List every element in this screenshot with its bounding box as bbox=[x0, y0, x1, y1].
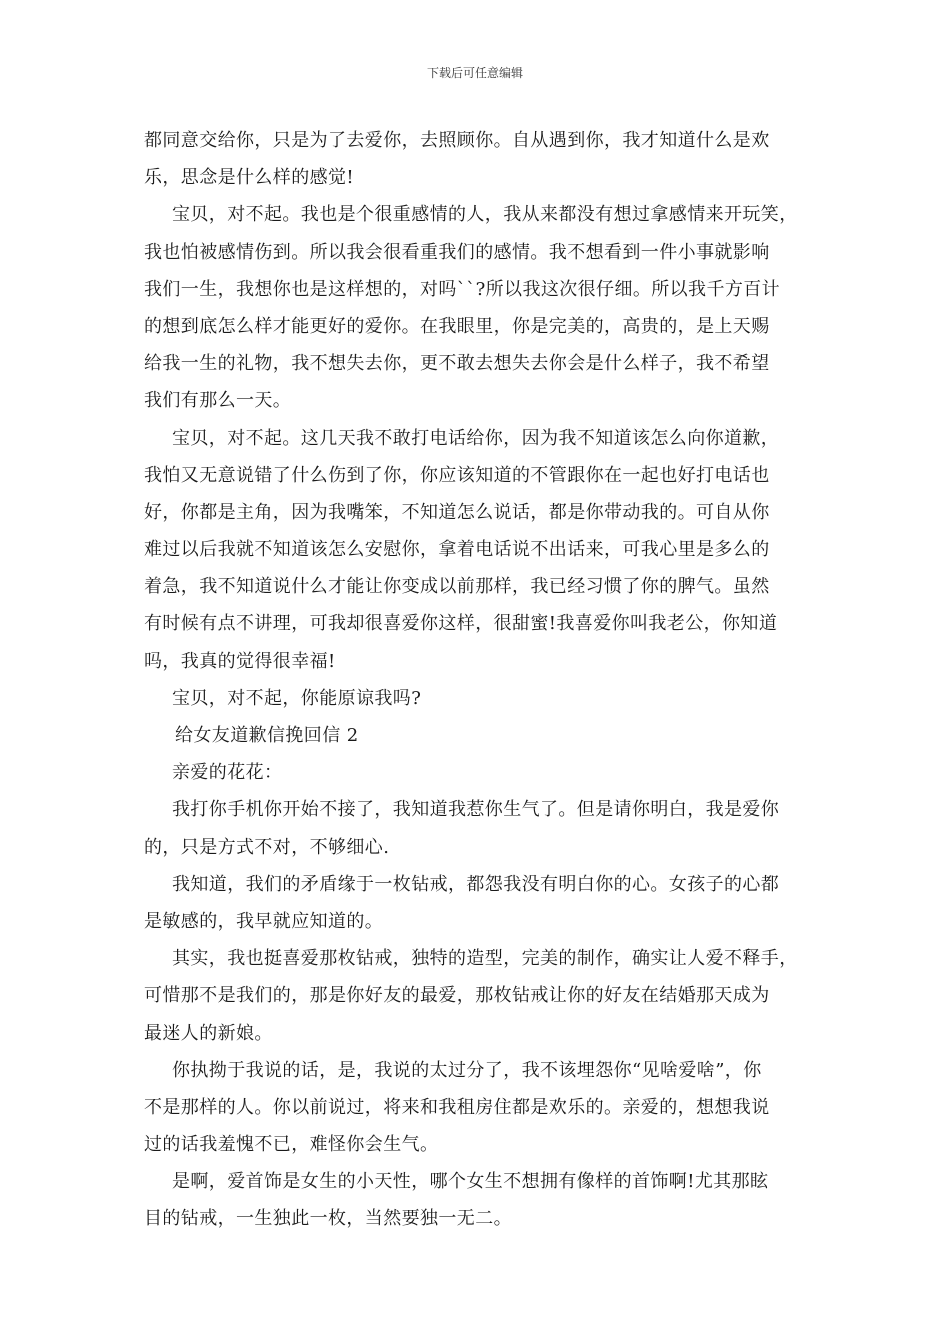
text-line: 不是那样的人。你以前说过，将来和我租房住都是欢乐的。亲爱的，想想我说 bbox=[144, 1096, 770, 1118]
text-line: 有时候有点不讲理，可我却很喜爱你这样，很甜蜜!我喜爱你叫我老公，你知道 bbox=[144, 613, 778, 635]
document-body bbox=[144, 122, 812, 1238]
section-title: 给女友道歉信挽回信 2 bbox=[175, 725, 359, 746]
text-line: 难过以后我就不知道该怎么安慰你，拿着电话说不出话来，可我心里是多么的 bbox=[144, 539, 770, 561]
text-line: 我怕又无意说错了什么伤到了你，你应该知道的不管跟你在一起也好打电话也 bbox=[144, 464, 770, 486]
text-line: 给我一生的礼物，我不想失去你，更不敢去想失去你会是什么样子，我不希望 bbox=[144, 353, 770, 375]
text-line: 可惜那不是我们的，那是你好友的最爱，那枚钻戒让你的好友在结婚那天成为 bbox=[144, 985, 770, 1007]
text-line: 宝贝，对不起。这几天我不敢打电话给你，因为我不知道该怎么向你道歉， bbox=[172, 427, 780, 449]
text-line: 是敏感的，我早就应知道的。 bbox=[144, 910, 384, 932]
text-line: 吗，我真的觉得很幸福! bbox=[144, 650, 336, 672]
text-line: 最迷人的新娘。 bbox=[144, 1022, 273, 1044]
text-line: 都同意交给你，只是为了去爱你，去照顾你。自从遇到你，我才知道什么是欢 bbox=[144, 130, 770, 151]
text-line: 的，只是方式不对，不够细心. bbox=[144, 836, 390, 858]
text-line: 好，你都是主角，因为我嘴笨，不知道怎么说话，都是你带动我的。可自从你 bbox=[144, 501, 770, 523]
text-line: 过的话我羞愧不已，难怪你会生气。 bbox=[144, 1134, 439, 1156]
text-line: 其实，我也挺喜爱那枚钻戒，独特的造型，完美的制作，确实让人爱不释手， bbox=[172, 948, 798, 970]
text-line: 目的钻戒，一生独此一枚，当然要独一无二。 bbox=[144, 1208, 512, 1230]
text-line: 我们一生，我想你也是这样想的，对吗``?所以我这次很仔细。所以我千方百计 bbox=[144, 278, 781, 300]
text-line: 我知道，我们的矛盾缘于一枚钻戒，都怨我没有明白你的心。女孩子的心都 bbox=[172, 873, 780, 895]
text-line: 我也怕被感情伤到。所以我会很看重我们的感情。我不想看到一件小事就影响 bbox=[144, 241, 770, 263]
text-line: 宝贝，对不起，你能原谅我吗? bbox=[172, 687, 422, 709]
page-header: 下载后可任意编辑 bbox=[426, 66, 523, 80]
text-line: 宝贝，对不起。我也是个很重感情的人，我从来都没有想过拿感情来开玩笑， bbox=[172, 204, 798, 226]
text-line: 我打你手机你开始不接了，我知道我惹你生气了。但是请你明白，我是爱你 bbox=[172, 799, 780, 821]
text-line: 我们有那么一天。 bbox=[144, 390, 292, 412]
text-line: 着急，我不知道说什么才能让你变成以前那样，我已经习惯了你的脾气。虽然 bbox=[144, 576, 770, 598]
text-line: 的想到底怎么样才能更好的爱你。在我眼里，你是完美的，高贵的，是上天赐 bbox=[144, 315, 770, 337]
text-line: 你执拗于我说的话，是，我说的太过分了，我不该埋怨你“见啥爱啥”，你 bbox=[172, 1059, 762, 1081]
text-line: 是啊，爱首饰是女生的小天性，哪个女生不想拥有像样的首饰啊!尤其那眩 bbox=[172, 1171, 769, 1193]
text-line: 乐，思念是什么样的感觉! bbox=[144, 167, 355, 189]
text-line: 亲爱的花花： bbox=[172, 762, 283, 784]
